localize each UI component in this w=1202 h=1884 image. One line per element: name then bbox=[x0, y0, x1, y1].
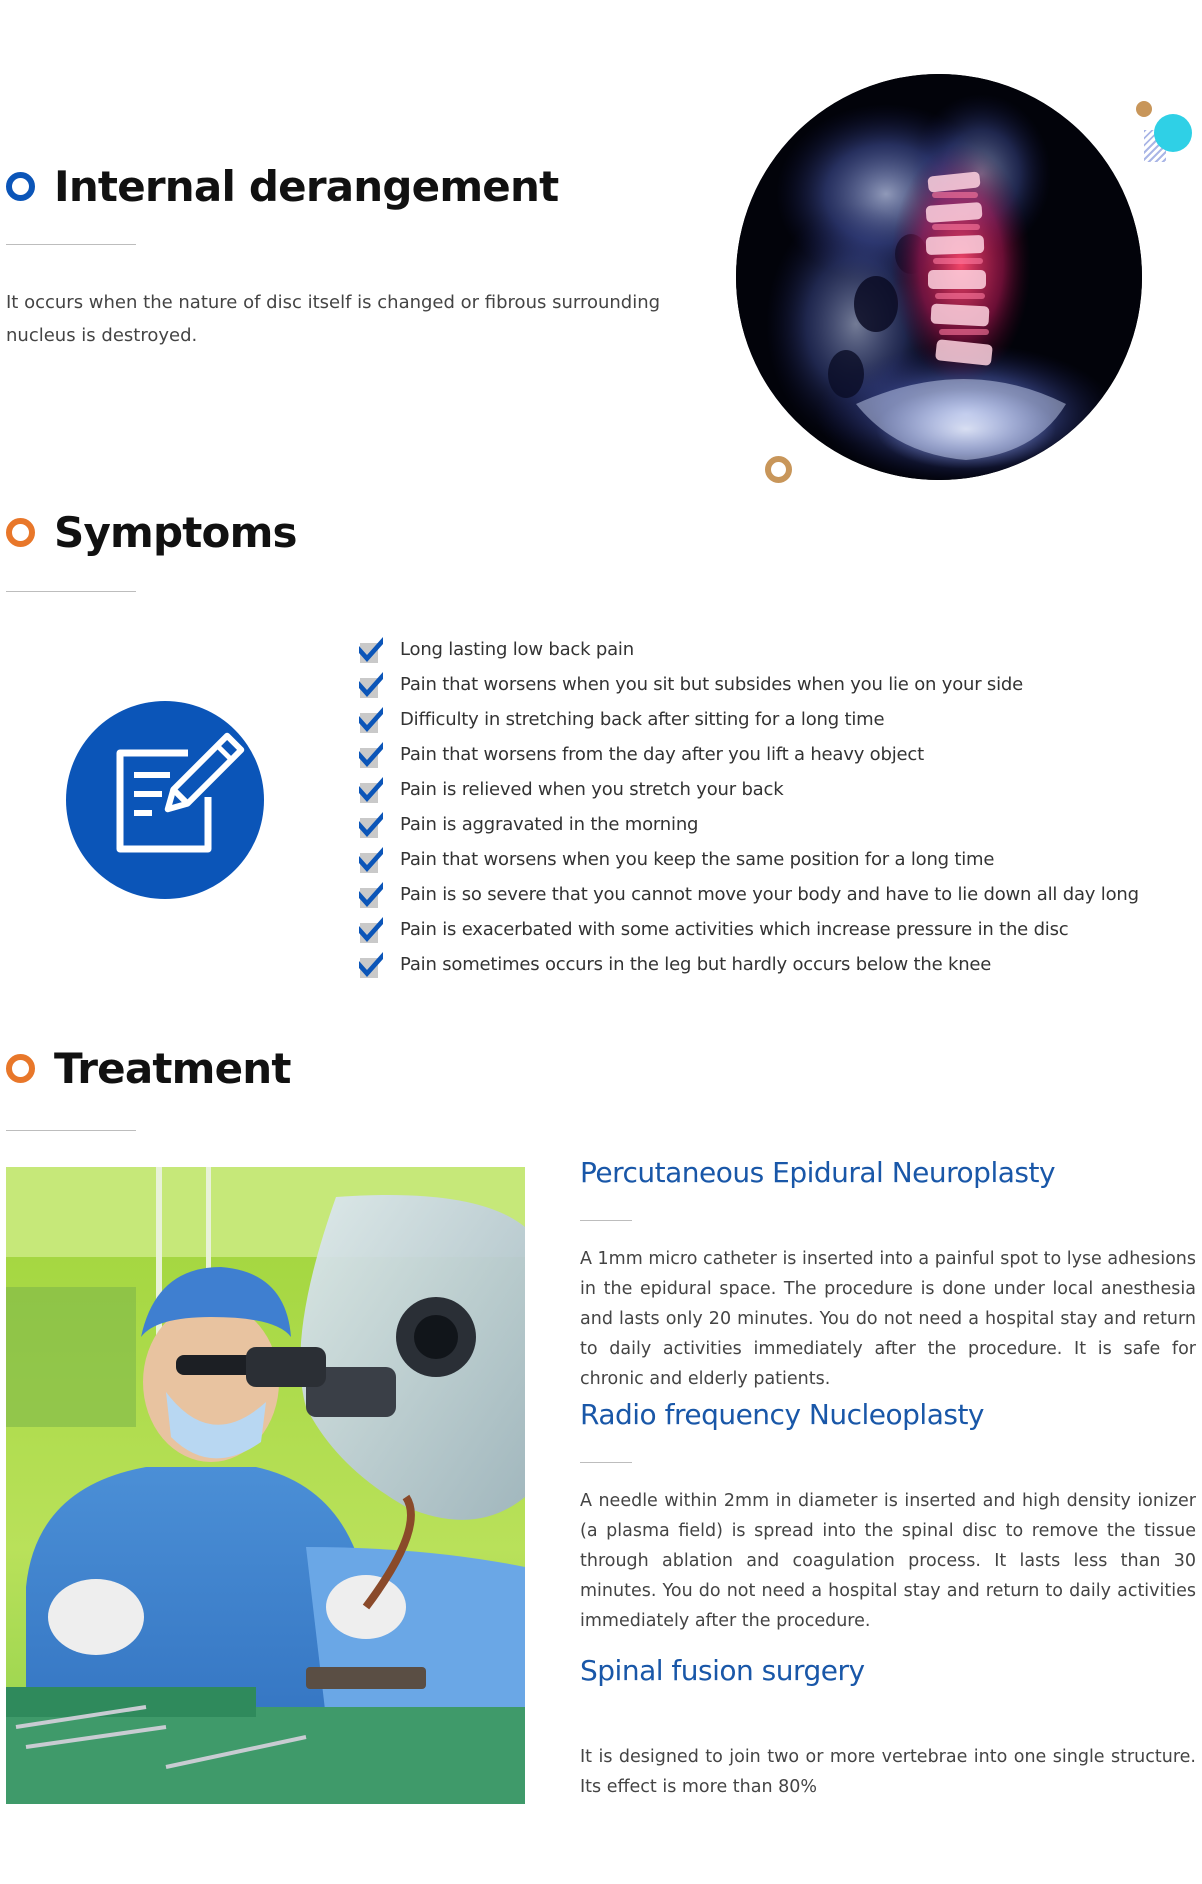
checkmark-icon bbox=[358, 775, 384, 805]
treatment-title-nucleoplasty: Radio frequency Nucleoplasty bbox=[580, 1398, 984, 1431]
symptom-item bbox=[358, 632, 1139, 667]
spine-xray-image bbox=[736, 74, 1142, 480]
symptom-item bbox=[358, 772, 1139, 807]
symptom-item bbox=[358, 807, 1139, 842]
section-title-internal-derangement bbox=[6, 161, 558, 211]
treatment-body-fusion: It is designed to join two or more vertebrae into one single structure. Its effect is more than 80% bbox=[580, 1747, 1196, 1797]
decor-tan-ring bbox=[765, 456, 792, 483]
decor-tan-dot bbox=[1136, 101, 1152, 117]
symptom-text: Long lasting low back pain bbox=[400, 639, 634, 660]
checkmark-icon bbox=[358, 740, 384, 770]
checkmark-icon bbox=[358, 670, 384, 700]
symptom-item bbox=[358, 877, 1139, 912]
checkmark-icon bbox=[358, 950, 384, 980]
surgeon-photo bbox=[6, 1167, 525, 1804]
symptom-text: Difficulty in stretching back after sitting for a long time bbox=[400, 709, 885, 730]
treatment-title-pen: Percutaneous Epidural Neuroplasty bbox=[580, 1156, 1056, 1189]
symptom-text: Pain is so severe that you cannot move your body and have to lie down all day long bbox=[400, 884, 1139, 905]
symptom-text: Pain that worsens when you keep the same position for a long time bbox=[400, 849, 995, 870]
ring-bullet-icon bbox=[6, 1054, 35, 1083]
symptom-text: Pain is relieved when you stretch your back bbox=[400, 779, 784, 800]
ring-bullet-icon bbox=[6, 518, 35, 547]
checkmark-icon bbox=[358, 915, 384, 945]
edit-document-icon bbox=[66, 701, 264, 899]
symptom-list bbox=[358, 632, 1139, 982]
treatment-divider bbox=[580, 1220, 632, 1221]
symptom-text: Pain is aggravated in the morning bbox=[400, 814, 699, 835]
checkmark-icon bbox=[358, 880, 384, 910]
checkmark-icon bbox=[358, 635, 384, 665]
symptom-text: Pain sometimes occurs in the leg but hardly occurs below the knee bbox=[400, 954, 992, 975]
symptom-text: Pain that worsens from the day after you lift a heavy object bbox=[400, 744, 924, 765]
treatment-body-nucleoplasty: A needle within 2mm in diameter is inserted and high density ionizer (a plasma field) is spread into the spinal disc to remove the tissue through ablation and coagulation process. It lasts less than 30 minutes. You do not need a hospital stay and return to daily activities immediately after the procedure. bbox=[580, 1491, 1196, 1631]
treatment-divider bbox=[580, 1462, 632, 1463]
symptom-item bbox=[358, 702, 1139, 737]
section-title-symptoms bbox=[6, 507, 297, 557]
treatment-title-fusion: Spinal fusion surgery bbox=[580, 1654, 865, 1687]
symptom-text: Pain is exacerbated with some activities which increase pressure in the disc bbox=[400, 919, 1069, 940]
section-title-treatment bbox=[6, 1043, 291, 1093]
symptom-item bbox=[358, 842, 1139, 877]
section-title-text: Treatment bbox=[54, 1043, 291, 1093]
section-title-text: Internal derangement bbox=[54, 161, 559, 211]
decor-cyan-dot bbox=[1154, 114, 1192, 152]
section-title-text: Symptoms bbox=[54, 507, 297, 557]
checkmark-icon bbox=[358, 810, 384, 840]
treatment-body-pen: A 1mm micro catheter is inserted into a painful spot to lyse adhesions in the epidural space. The procedure is done under local anesthesia and lasts only 20 minutes. You do not need a hospital stay and return to daily activities immediately after the procedure. It is safe for chronic and elderly patients. bbox=[580, 1249, 1196, 1389]
section-divider bbox=[6, 591, 136, 592]
symptom-item bbox=[358, 667, 1139, 702]
symptom-item bbox=[358, 737, 1139, 772]
section-divider bbox=[6, 1130, 136, 1131]
internal-derangement-description: It occurs when the nature of disc itself is changed or fibrous surrounding nucleus is destroyed. bbox=[6, 292, 661, 346]
symptom-item bbox=[358, 912, 1139, 947]
checkmark-icon bbox=[358, 705, 384, 735]
ring-bullet-icon bbox=[6, 172, 35, 201]
symptom-item bbox=[358, 947, 1139, 982]
section-divider bbox=[6, 244, 136, 245]
symptom-text: Pain that worsens when you sit but subsides when you lie on your side bbox=[400, 674, 1024, 695]
checkmark-icon bbox=[358, 845, 384, 875]
symptoms-graphic bbox=[66, 701, 264, 899]
